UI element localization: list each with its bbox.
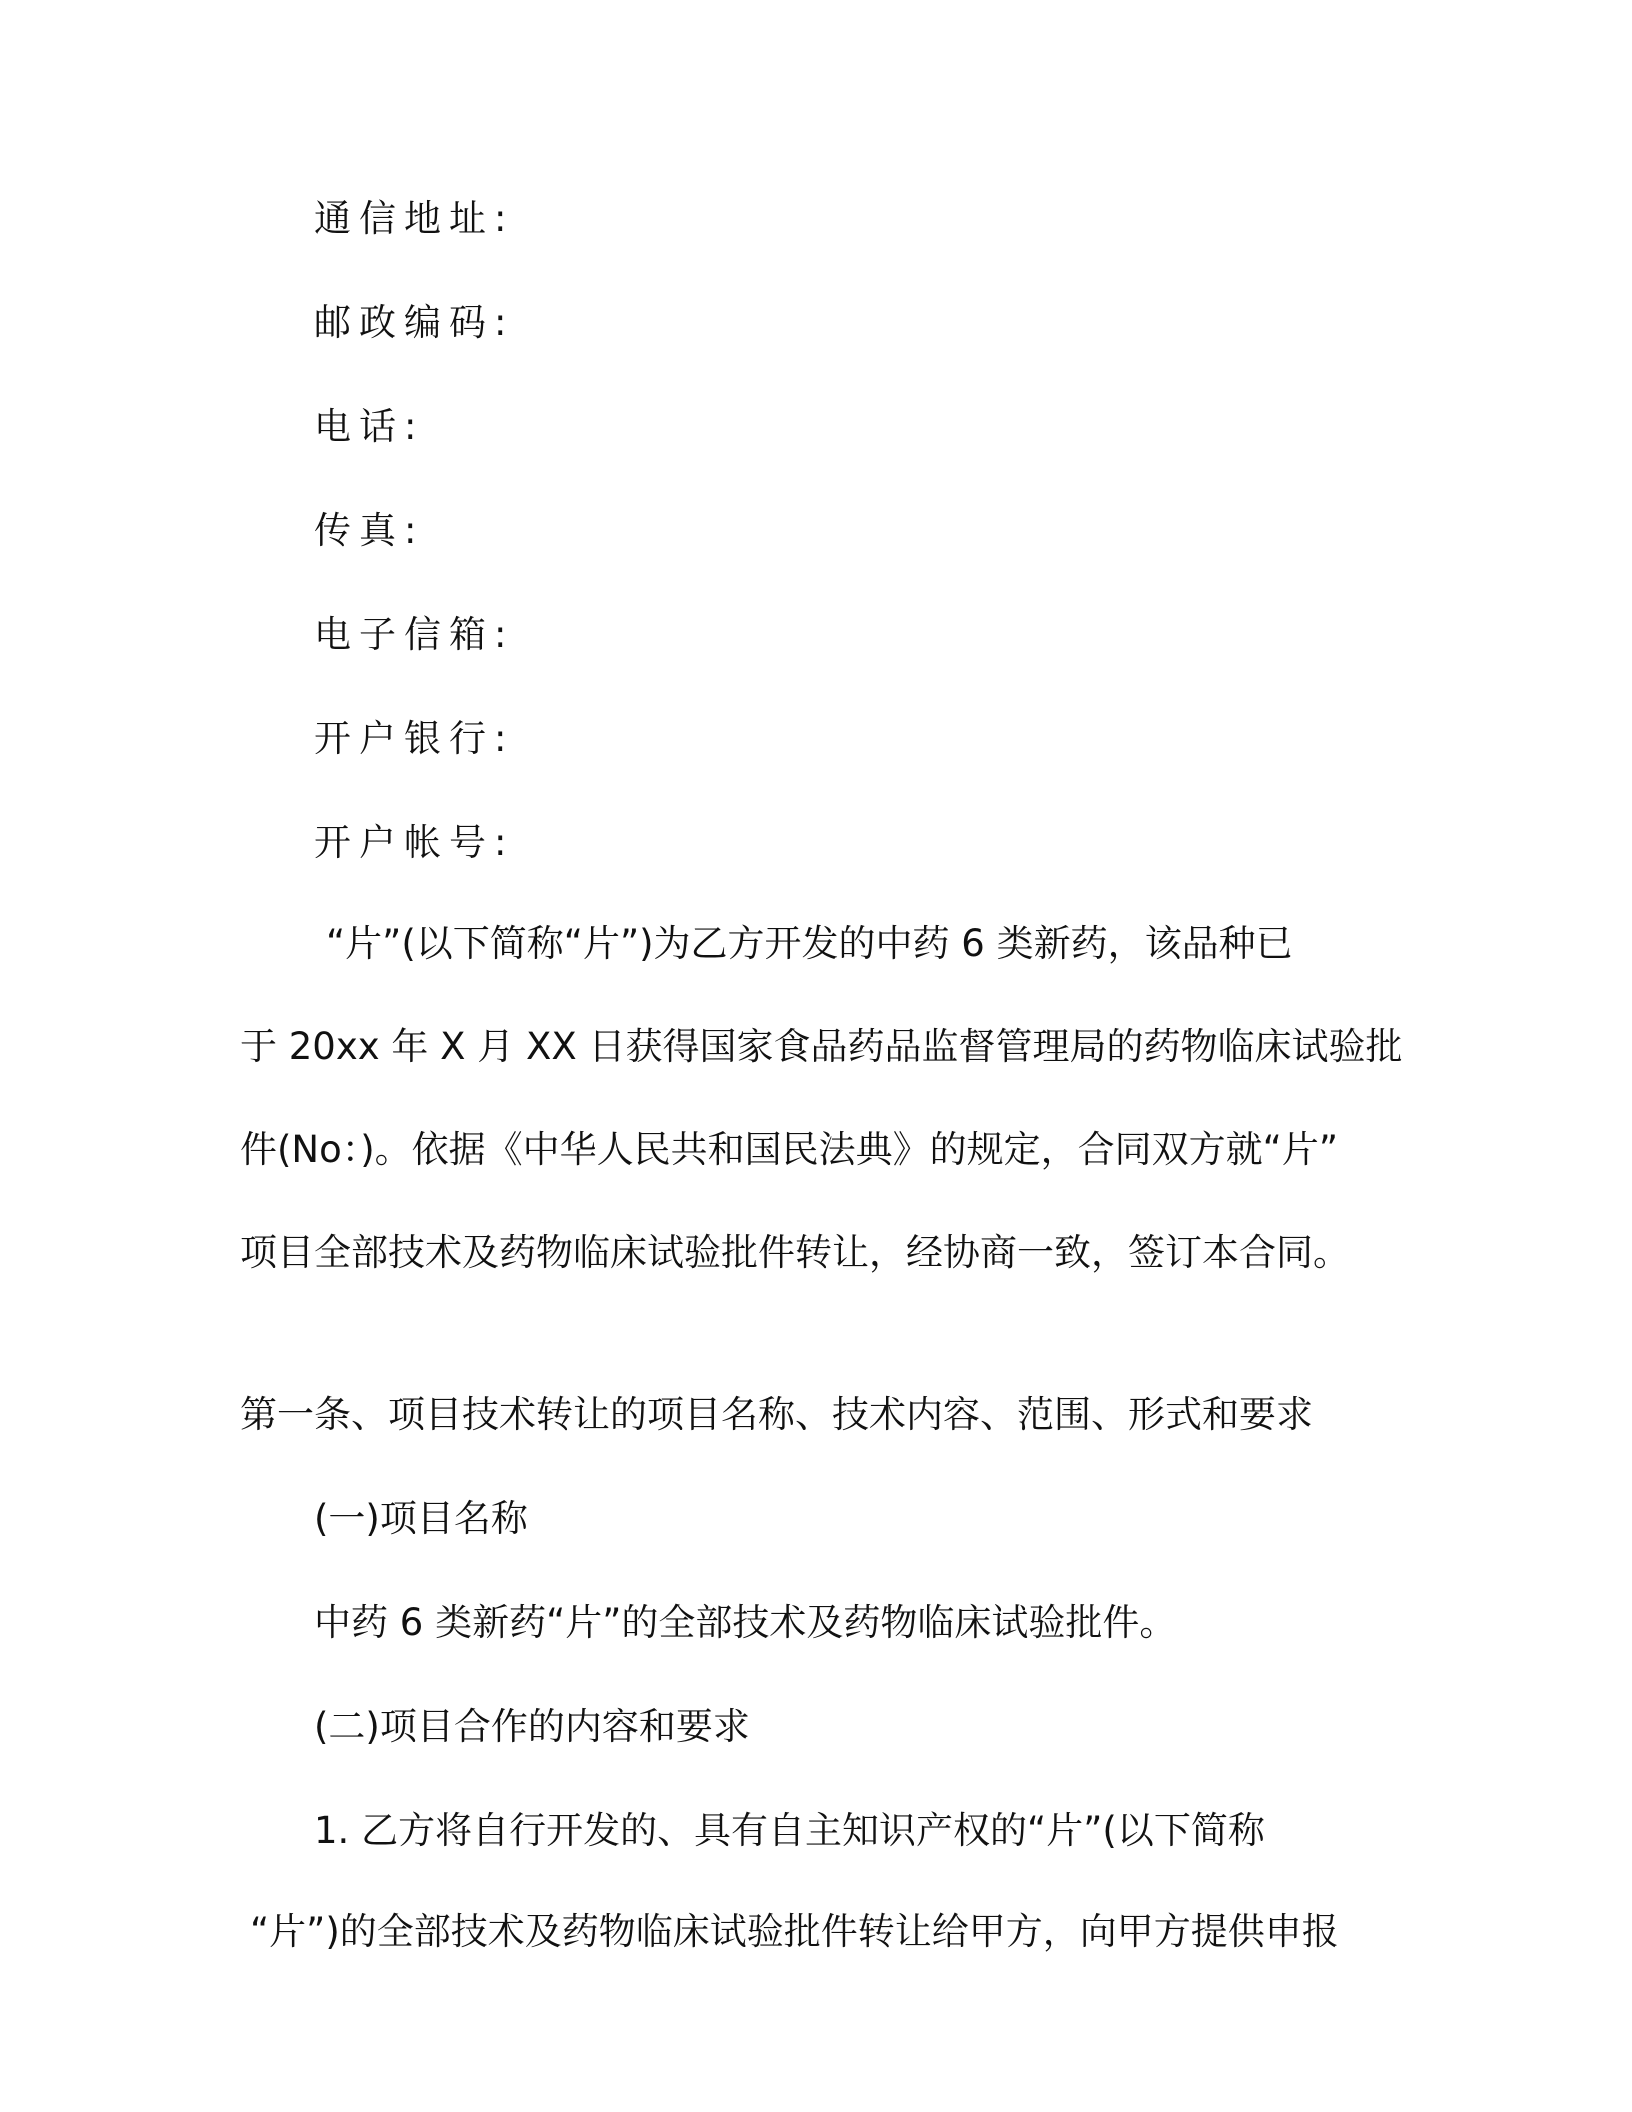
- intro-line-4: 项目全部技术及药物临床试验批件转让，经协商一致，签订本合同。: [240, 1231, 1350, 1274]
- field-address-label: 通信地址:: [314, 197, 515, 240]
- field-bank-label: 开户银行:: [314, 717, 515, 760]
- intro-line-1: “片”(以下简称“片”)为乙方开发的中药 6 类新药，该品种已: [326, 922, 1293, 965]
- article-1-sub2-title: (二)项目合作的内容和要求: [314, 1705, 750, 1748]
- article-1-item1-line-2: “片”)的全部技术及药物临床试验批件转让给甲方，向甲方提供申报: [250, 1910, 1339, 1953]
- article-1-title: 第一条、项目技术转让的项目名称、技术内容、范围、形式和要求: [240, 1393, 1313, 1436]
- intro-line-2: 于 20xx 年 X 月 XX 日获得国家食品药品监督管理局的药物临床试验批: [240, 1025, 1403, 1068]
- field-postal-code-label: 邮政编码:: [314, 301, 515, 344]
- field-email-label: 电子信箱:: [314, 613, 515, 656]
- article-1-item1-line-1: 1. 乙方将自行开发的、具有自主知识产权的“片”(以下简称: [314, 1809, 1265, 1852]
- field-phone-label: 电话:: [314, 405, 425, 448]
- intro-line-3: 件(No：)。依据《中华人民共和国民法典》的规定，合同双方就“片”: [240, 1128, 1339, 1171]
- article-1-sub1-text: 中药 6 类新药“片”的全部技术及药物临床试验批件。: [314, 1601, 1177, 1644]
- article-1-sub1-title: (一)项目名称: [314, 1497, 528, 1540]
- field-account-label: 开户帐号:: [314, 821, 515, 864]
- field-fax-label: 传真:: [314, 509, 425, 552]
